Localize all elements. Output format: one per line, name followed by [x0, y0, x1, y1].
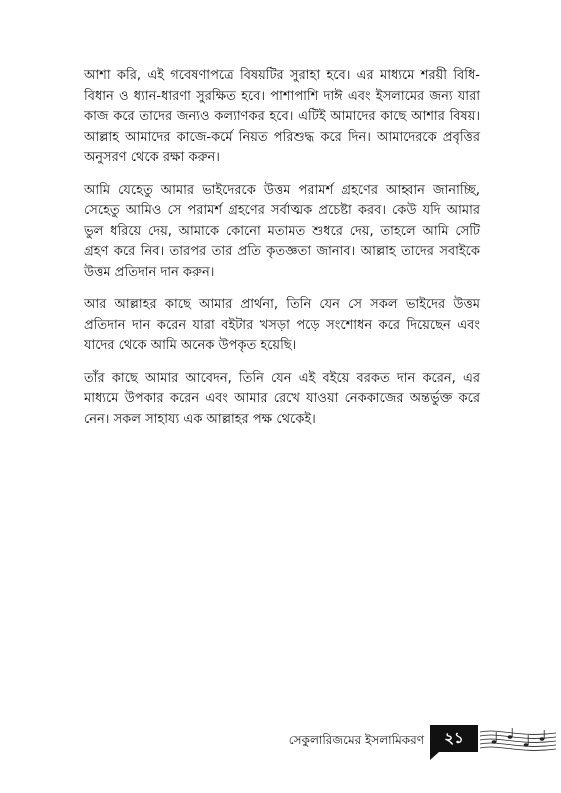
paragraph-2: আমি যেহেতু আমার ভাইদেরকে উত্তম পরামর্শ গ্রহণের আহ্বান জানাচ্ছি, সেহেতু আমিও সে পরামর্শ গ্রহণের সর্বাত্মক প্রচেষ্টা করব। কেউ যদি আমার ভুল ধরিয়ে দেয়, আমাকে কোনো মতামত শুধরে দেয়, তাহলে আমি সেটি গ্রহণ করে নিব। তারপর তার প্রতি কৃতজ্ঞতা জানাব। আল্লাহ তাদের সবাইকে উত্তম প্রতিদান দান করুন। [84, 182, 480, 280]
paragraph-4: তাঁর কাছে আমার আবেদন, তিনি যেন এই বইয়ে বরকত দান করেন, এর মাধ্যমে উপকার করেন এবং আমার রেখে যাওয়া নেককাজের অন্তর্ভুক্ত করে নেন। সকল সাহায্য এক আল্লাহর পক্ষ থেকেই। [84, 370, 480, 427]
page-number-badge-tail [430, 752, 439, 760]
running-book-title: সেকুলারিজমের ইসলামিকরণ [288, 733, 424, 747]
page-body [84, 66, 480, 442]
page-number-badge: ২১ [430, 725, 478, 752]
paragraph-1: আশা করি, এই গবেষণাপত্রে বিষয়টির সুরাহা হবে। এর মাধ্যমে শরয়ী বিধি-বিধান ও ধ্যান-ধারণা সুরক্ষিত হবে। পাশাপাশি দাঈ এবং ইসলামের জন্য যারা কাজ করে তাদের জন্যও কল্যাণকর হবে। এটিই আমাদের কাছে আশার বিষয়। আল্লাহ আমাদের কাজে-কর্মে নিয়ত পরিশুদ্ধ করে দিন। আমাদেরকে প্রবৃত্তির অনুসরণ থেকে রক্ষা করুন। [84, 68, 480, 165]
page-footer [0, 722, 561, 762]
paragraph-3: আর আল্লাহর কাছে আমার প্রার্থনা, তিনি যেন সে সকল ভাইদের উত্তম প্রতিদান দান করেন যারা বইটার খসড়া পড়ে সংশোধন করে দিয়েছেন এবং যাদের থেকে আমি অনেক উপকৃত হয়েছি। [84, 297, 480, 353]
music-staff-ornament-icon [480, 724, 558, 758]
